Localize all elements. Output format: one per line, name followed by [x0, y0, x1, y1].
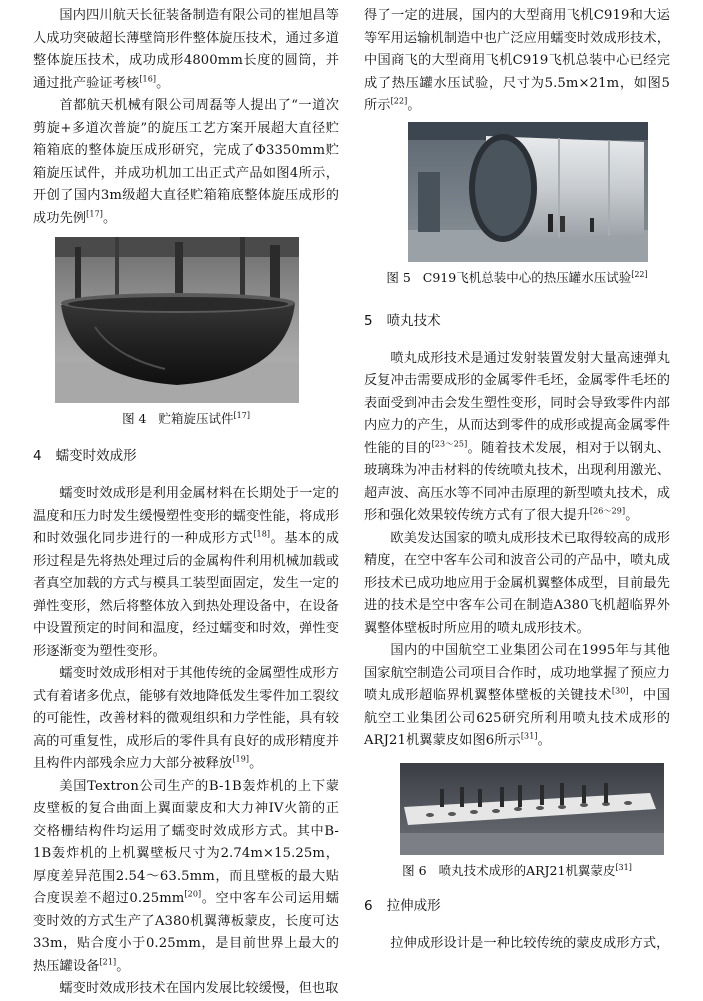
paragraph: 国内四川航天长征装备制造有限公司的崔旭昌等人成功突破超长薄壁筒形件整体旋压技术，通过多道整体旋压技术，成功成形4800mm长度的圆筒，并通过批产验证考核[16]。 [33, 8, 339, 91]
paragraph: 欧美发达国家的喷丸成形技术已取得较高的成形精度，在空中客车公司和波音公司的产品中，喷丸成形技术已成功地应用于金属机翼整体成型，目前最先进的技术是空中客车公司在制造A380飞机超临界外翼整体壁板时所应用的喷丸成形技术。 [364, 530, 670, 636]
figure-5-photo [408, 122, 648, 262]
paragraph: 拉伸成形设计是一种比较传统的蒙皮成形方式， [390, 935, 670, 951]
paragraph: 喷丸成形技术是通过发射装置发射大量高速弹丸反复冲击需要成形的金属零件毛坯，金属零件毛坯的表面受到冲击会发生塑性变形，同时会导致零件内部内应力的产生，从而达到零件的成形或提高金属零件性能的目的[23～25]。随着技术发展，相对于以钢丸、玻璃珠为冲击材料的传统喷丸技术，出现利用激光、超声波、高压水等不同冲击原理的新型喷丸技术，成形和强化效果较传统方式有了很大提升[26～29]。 [364, 350, 671, 523]
paragraph: 得了一定的进展，国内的大型商用飞机C919和大运等军用运输机制造中也广泛应用蠕变时效成形技术，中国商飞的大型商用飞机C919飞机总装中心已经完成了热压罐水压试验，尺寸为5.5m×21m，如图5所示[22]。 [364, 8, 670, 113]
section-4-heading: 4 蠕变时效成形 [33, 448, 137, 464]
tank-dome-photo [55, 237, 299, 403]
section-5-heading: 5 喷丸技术 [364, 312, 441, 329]
figure-4-caption: 图 4 贮箱旋压试件[17] [122, 410, 250, 426]
wing-skin-photo [400, 763, 664, 855]
paragraph: 国内的中国航空工业集团公司在1995年与其他国家航空制造公司项目合作时，成功地掌握了预应力喷丸成形超临界机翼整体壁板的关键技术[30]，中国航空工业集团公司625研究所利用喷丸技术成形的ARJ21机翼蒙皮如图6所示[31]。 [364, 643, 670, 748]
figure-5-caption: 图 5 C919飞机总装中心的热压罐水压试验[22] [386, 269, 648, 285]
paragraph: 蠕变时效成形技术在国内发展比较缓慢，但也取 [59, 981, 339, 996]
left-column [33, 5, 339, 1001]
paragraph: 美国Textron公司生产的B-1B轰炸机的上下蒙皮壁板的复合曲面上翼面蒙皮和大力神IV火箭的正交格栅结构件均运用了蠕变时效成形方式。其中B-1B轰炸机的上机翼壁板尺寸为2.74m×15.25m，厚度差异范围2.54～63.5mm，而且壁板的最大贴合度误差不超过0.25mm[20]。空中客车公司运用蠕变时效的方式生产了A380机翼薄板蒙皮，长度可达33m，贴合度小于0.25mm，是目前世界上最大的热压罐设备[21]。 [33, 778, 339, 974]
right-column [364, 5, 670, 955]
figure-6-caption: 图 6 喷丸技术成形的ARJ21机翼蒙皮[31] [402, 862, 632, 878]
paragraph: 蠕变时效成形是利用金属材料在长期处于一定的温度和压力时发生缓慢塑性变形的蠕变性能，将成形和时效强化同步进行的一种成形方式[18]。基本的成形过程是先将热处理过后的金属构件利用机械加载或者真空加载的方式与模具工装型面固定，发生一定的弹性变形，然后将整体放入到热处理设备中，在设备中设置预定的时间和温度，经过蠕变和时效，弹性变形逐渐变为塑性变形。 [33, 486, 339, 659]
paragraph: 首都航天机械有限公司周磊等人提出了“一道次剪旋+多道次普旋”的旋压工艺方案开展超大直径贮箱箱底的整体旋压成形研究，完成了Φ3350mm贮箱旋压试件，并成功机加工出正式产品如图4所示，开创了国内3m级超大直径贮箱箱底整体旋压成形的成功先例[17]。 [33, 98, 339, 226]
section-6-heading: 6 拉伸成形 [364, 897, 441, 914]
paragraph: 蠕变时效成形相对于其他传统的金属塑性成形方式有着诸多优点，能够有效地降低发生零件加工裂纹的可能性，改善材料的微观组织和力学性能，具有较高的可重复性，成形后的零件具有良好的成形精度并且构件内部残余应力大部分被释放[19]。 [33, 666, 339, 771]
figure-6-photo [400, 763, 664, 855]
figure-4-photo [55, 237, 299, 403]
autoclave-photo [408, 122, 648, 262]
